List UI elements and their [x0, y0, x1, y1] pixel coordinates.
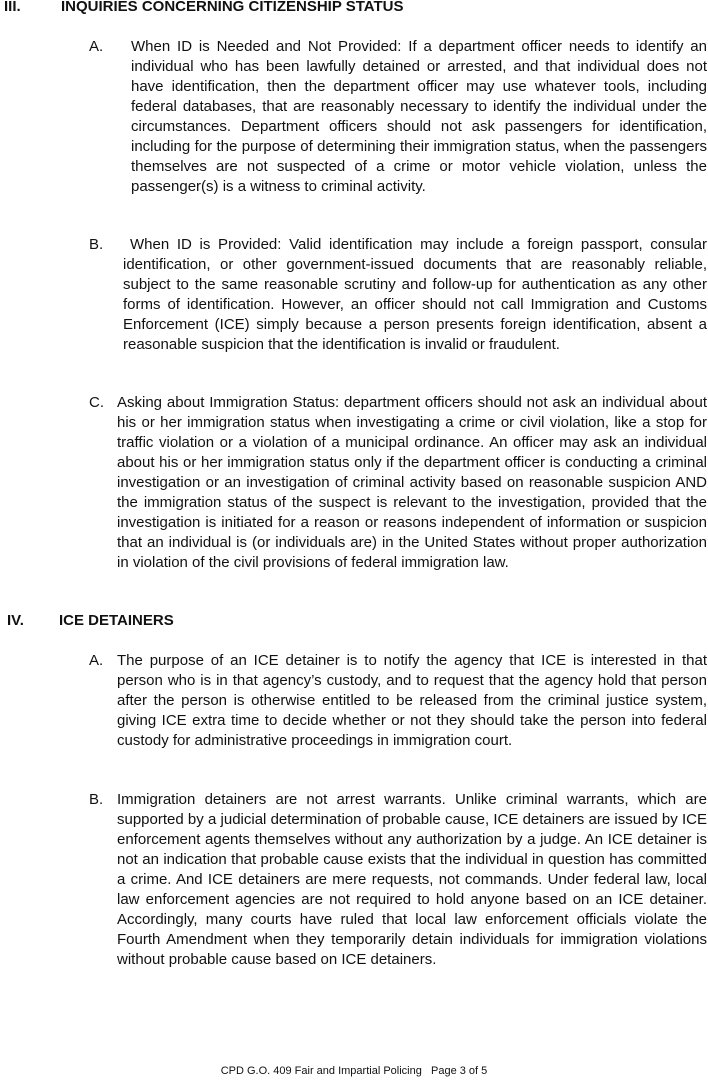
section-title: ICE DETAINERS: [59, 612, 174, 629]
section-heading-iii: [4, 0, 684, 17]
paragraph-iii-b: [89, 235, 707, 375]
paragraph-text: Immigration detainers are not arrest warrants. Unlike criminal warrants, which are supported by a judicial determination of probable cause, ICE detainers are issued by ICE enforcement agents themselves without any authorization by a judge. An ICE detainer is not an indication that probable cause exists that the individual in question has committed a crime. And ICE detainers are mere requests, not commands. Under federal law, local law enforcement agencies are not required to hold anyone based on an ICE detainer. Accordingly, many courts have ruled that local law enforcement officials violate the Fourth Amendment when they temporarily detain individuals for immigration violations without probable cause based on ICE detainers.: [117, 791, 707, 968]
paragraph-text: When ID is Needed and Not Provided: If a department officer needs to identify an individual who has been lawfully detained or arrested, and that individual does not have identification, then the department officer may use whatever tools, including federal databases, that are reasonably necessary to identify the individual under the circumstances. Department officers should not ask passengers for identification, including for the purpose of determining their immigration status, when the passengers themselves are not suspected of a crime or motor vehicle violation, unless the passenger(s) is a witness to criminal activity.: [131, 38, 707, 195]
paragraph-label: A.: [89, 38, 104, 55]
paragraph-text: When ID is Provided: Valid identification may include a foreign passport, consular identification, or other government-issued documents that are reasonably reliable, subject to the same reasonable scrutiny and follow-up for authentication as any other forms of identification. However, an officer should not call Immigration and Customs Enforcement (ICE) simply because a person presents foreign identification, absent a reasonable suspicion that the identification is invalid or fraudulent.: [123, 236, 707, 353]
paragraph-label: B.: [89, 236, 104, 253]
page-footer: CPD G.O. 409 Fair and Impartial Policing Page 3 of 5: [220, 1065, 488, 1077]
section-title: INQUIRIES CONCERNING CITIZENSHIP STATUS: [61, 0, 404, 15]
paragraph-label: A.: [89, 652, 104, 669]
paragraph-label: B.: [89, 791, 104, 808]
paragraph-text: The purpose of an ICE detainer is to notify the agency that ICE is interested in that person who is in that agency’s custody, and to request that the agency hold that person after the person is otherwise entitled to be released from the criminal justice system, giving ICE extra time to decide whether or not they should take the person into federal custody for administrative proceedings in immigration court.: [117, 652, 707, 749]
paragraph-text: Asking about Immigration Status: department officers should not ask an individual about his or her immigration status when investigating a crime or civil violation, like a stop for traffic violation or a violation of a municipal ordinance. An officer may ask an individual about his or her immigration status only if the department officer is conducting a criminal investigation or an investigation of criminal activity based on reasonable suspicion AND the immigration status of the suspect is relevant to the investigation, provided that the investigation is initiated for a reason or reasons independent of information or suspicion that an individual is (or individuals are) in the United States without proper authorization in violation of the civil provisions of federal immigration law.: [117, 394, 707, 571]
paragraph-iv-a: [89, 651, 707, 771]
section-number: III.: [4, 0, 21, 15]
paragraph-iii-a: [89, 37, 707, 217]
paragraph-label: C.: [89, 394, 104, 411]
section-heading-iv: [7, 611, 687, 631]
paragraph-iv-b: [89, 790, 707, 990]
paragraph-iii-c: [89, 393, 707, 593]
section-number: IV.: [7, 612, 24, 629]
